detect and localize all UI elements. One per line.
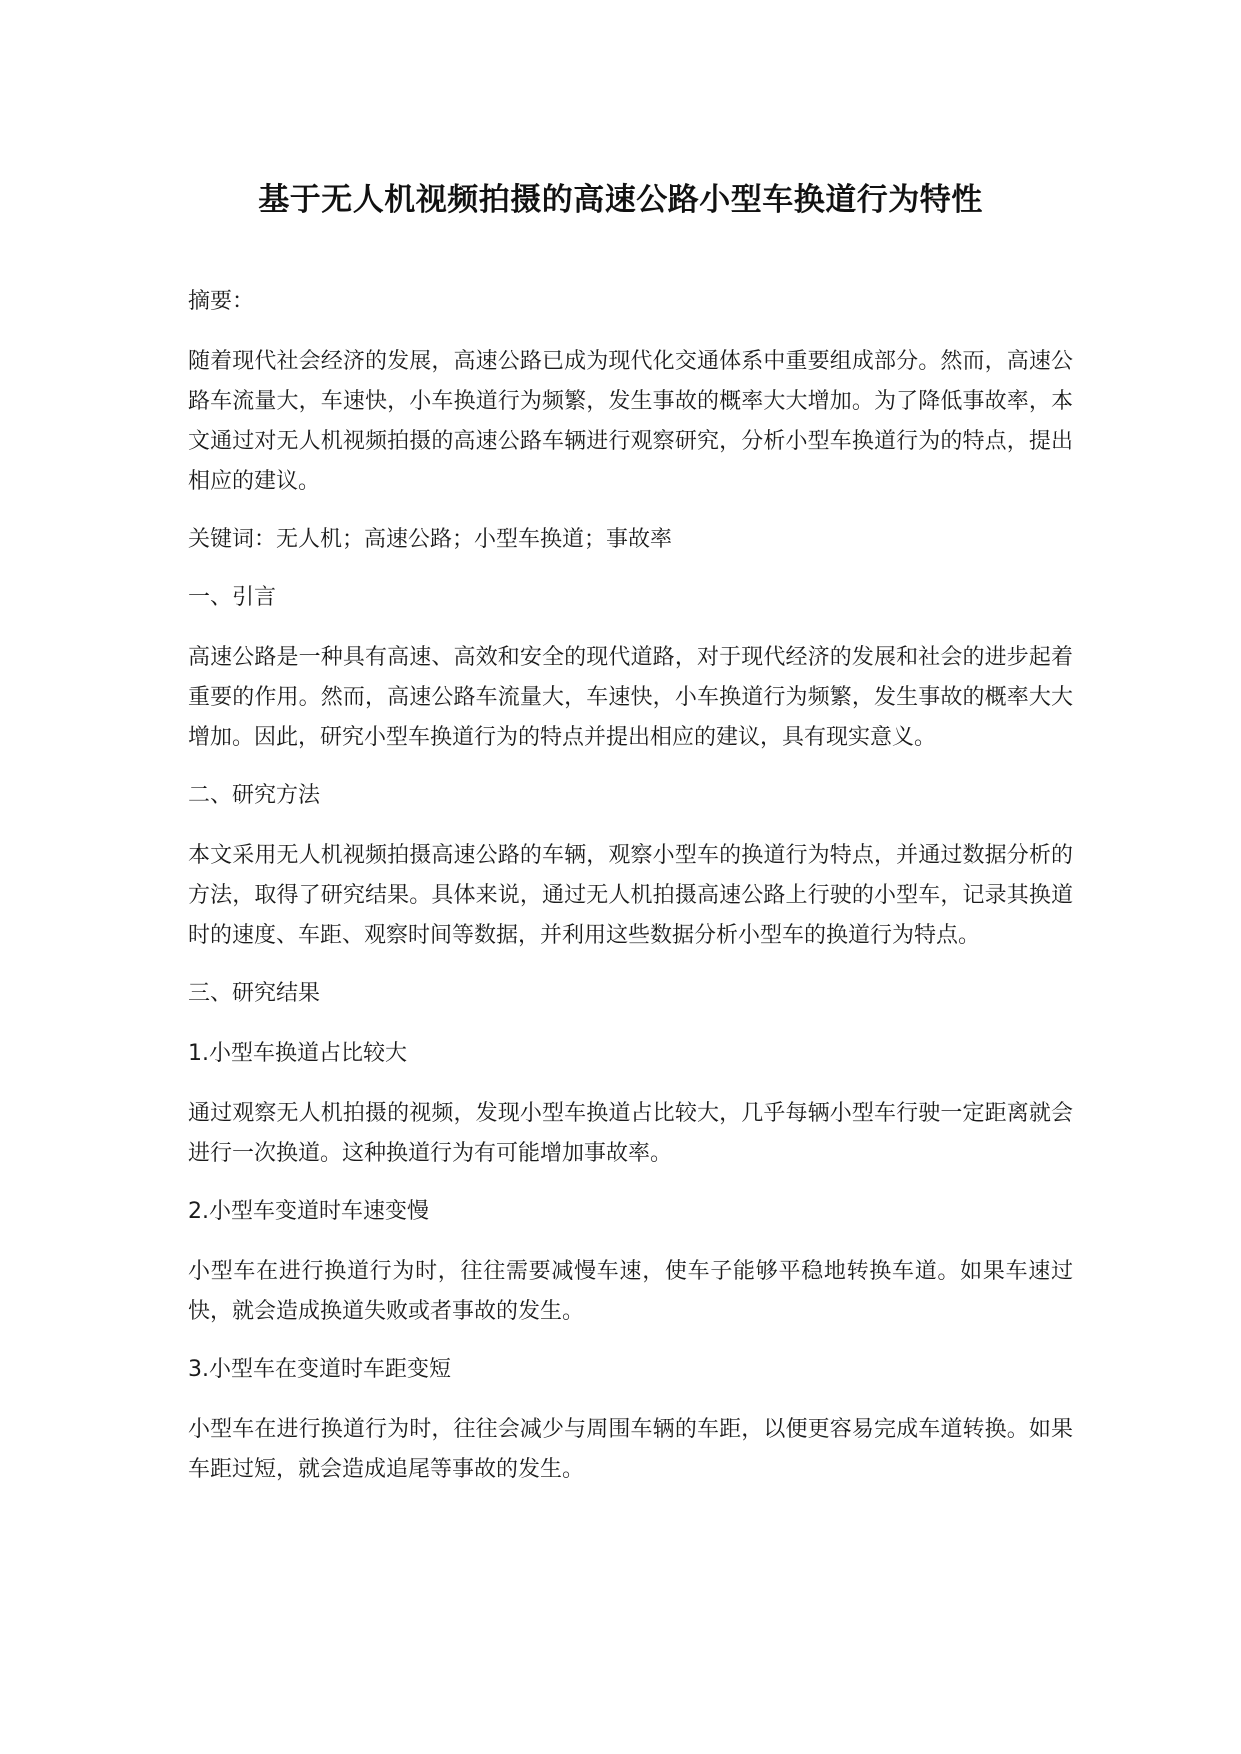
result-2-paragraph: 小型车在进行换道行为时，往往需要减慢车速，使车子能够平稳地转换车道。如果车速过快，就会造成换道失败或者事故的发生。 [188,1259,1073,1324]
result-2-heading: 2.小型车变道时车速变慢 [188,1199,429,1224]
section-heading-methods: 二、研究方法 [188,783,321,808]
abstract-paragraph: 随着现代社会经济的发展，高速公路已成为现代化交通体系中重要组成部分。然而，高速公路车流量大，车速快，小车换道行为频繁，发生事故的概率大大增加。为了降低事故率，本文通过对无人机视频拍摄的高速公路车辆进行观察研究，分析小型车换道行为的特点，提出相应的建议。 [188,349,1073,494]
abstract-label: 摘要： [188,289,255,314]
section-heading-introduction: 一、引言 [188,585,277,610]
keywords-line: 关键词：无人机；高速公路；小型车换道；事故率 [188,527,673,552]
introduction-paragraph: 高速公路是一种具有高速、高效和安全的现代道路，对于现代经济的发展和社会的进步起着重要的作用。然而，高速公路车流量大，车速快，小车换道行为频繁，发生事故的概率大大增加。因此，研究小型车换道行为的特点并提出相应的建议，具有现实意义。 [188,645,1073,750]
result-3-heading: 3.小型车在变道时车距变短 [188,1357,451,1382]
result-1-heading: 1.小型车换道占比较大 [188,1041,407,1066]
result-1-paragraph: 通过观察无人机拍摄的视频，发现小型车换道占比较大，几乎每辆小型车行驶一定距离就会进行一次换道。这种换道行为有可能增加事故率。 [188,1101,1073,1166]
document-title: 基于无人机视频拍摄的高速公路小型车换道行为特性 [258,182,983,218]
section-heading-results: 三、研究结果 [188,981,321,1006]
document-body [188,282,1073,1508]
result-3-paragraph: 小型车在进行换道行为时，往往会减少与周围车辆的车距，以便更容易完成车道转换。如果车距过短，就会造成追尾等事故的发生。 [188,1417,1073,1482]
methods-paragraph: 本文采用无人机视频拍摄高速公路的车辆，观察小型车的换道行为特点，并通过数据分析的方法，取得了研究结果。具体来说，通过无人机拍摄高速公路上行驶的小型车，记录其换道时的速度、车距、观察时间等数据，并利用这些数据分析小型车的换道行为特点。 [188,843,1073,948]
